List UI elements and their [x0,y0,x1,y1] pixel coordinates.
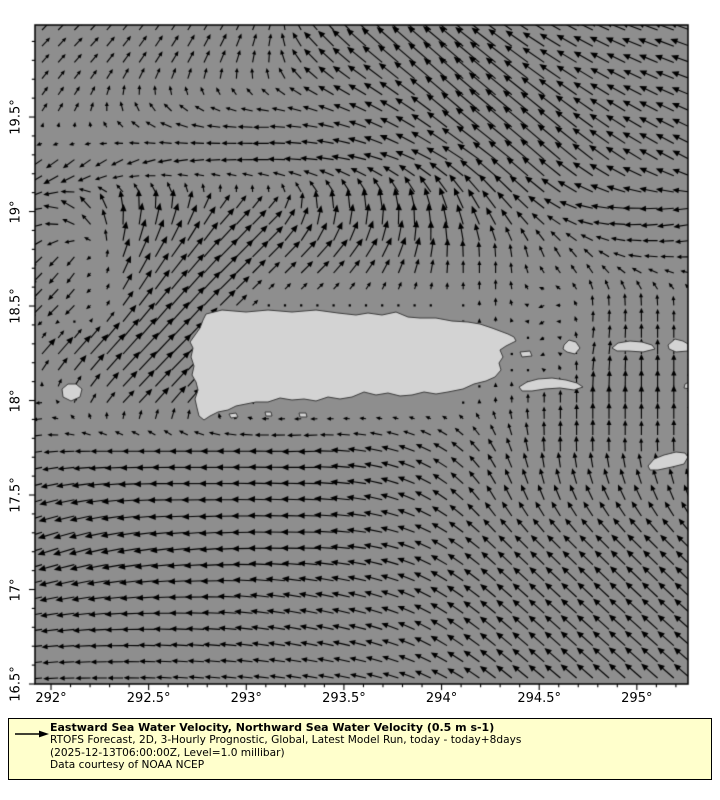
legend-box [8,718,712,780]
y-tick-label: 18° [8,388,24,413]
x-tick-label: 293° [230,691,262,706]
legend-forecast-line: RTOFS Forecast, 2D, 3-Hourly Prognostic, Global, Latest Model Run, today - today+8days [50,734,522,747]
y-tick-label: 19.5° [8,99,24,135]
y-tick-label: 17° [8,577,24,602]
legend-run-line: (2025-12-13T06:00:00Z, Level=1.0 millibar) [50,746,285,759]
x-tick-label: 292° [35,691,67,706]
y-tick-label: 17.5° [8,477,24,513]
x-tick-label: 293.5° [322,691,366,706]
y-tick-label: 16.5° [8,666,24,702]
legend-text-block [50,722,705,771]
y-tick-label: 19° [8,199,24,224]
legend-title: Eastward Sea Water Velocity, Northward Sea Water Velocity (0.5 m s-1) [50,721,495,734]
x-tick-label: 294.5° [517,691,562,706]
legend-credit-line: Data courtesy of NOAA NCEP [50,758,205,771]
y-tick-label: 18.5° [8,288,24,324]
x-tick-label: 294° [425,691,458,706]
x-tick-label: 292.5° [126,691,171,706]
x-tick-label: 295° [621,691,653,706]
reference-arrow-icon [14,728,50,740]
